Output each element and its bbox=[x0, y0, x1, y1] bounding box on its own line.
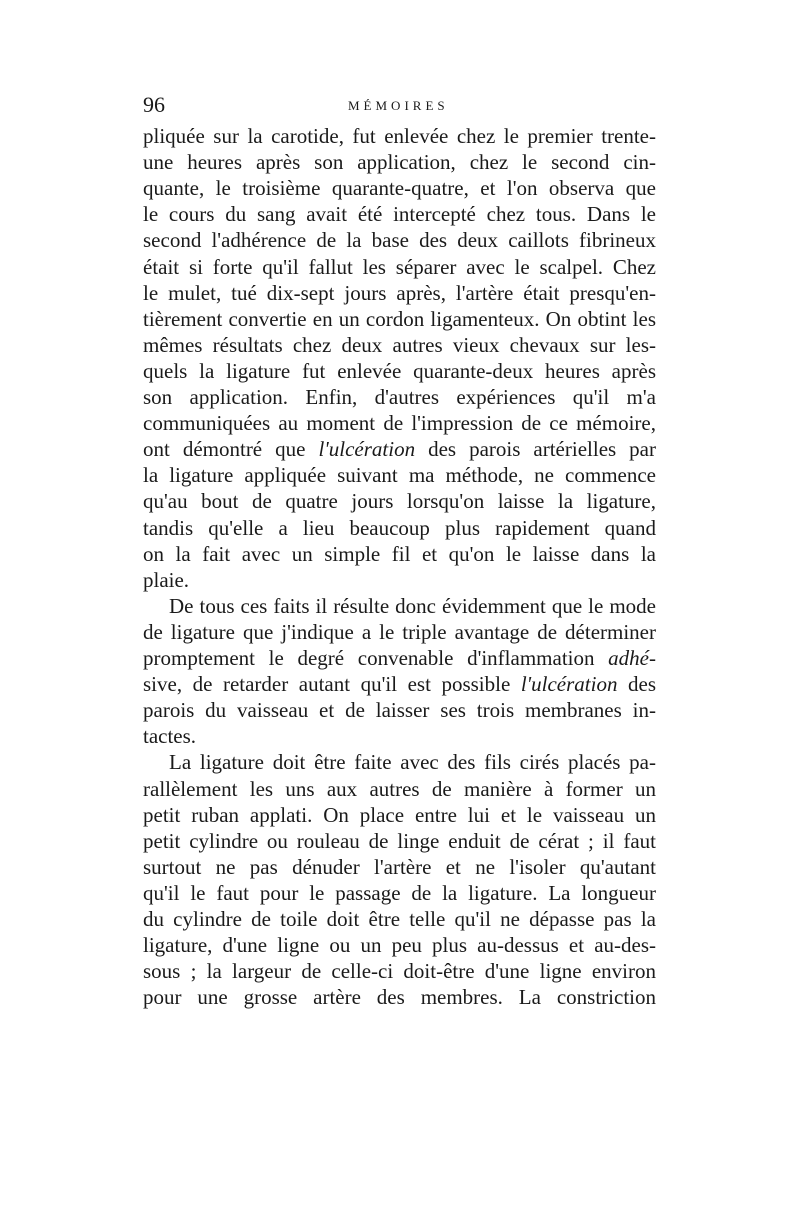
text-line: plaie. bbox=[143, 567, 190, 592]
text-line: sous ; la largeur de celle-ci doit-être d'une ligne environ bbox=[143, 959, 656, 984]
running-head: MÉMOIRES bbox=[348, 98, 449, 113]
text-line: parois du vaisseau et de laisser ses trois membranes in- bbox=[143, 698, 656, 723]
text-line: son application. Enfin, d'autres expériences qu'il m'a bbox=[143, 385, 656, 409]
page-number: 96 bbox=[143, 92, 165, 117]
text-line: on la fait avec un simple fil et qu'on le laisse dans la bbox=[143, 541, 656, 566]
text-line: qu'au bout de quatre jours lorsqu'on laisse la ligature, bbox=[143, 489, 656, 514]
text-line: quels la ligature fut enlevée quarante-deux heures après bbox=[143, 358, 656, 383]
text-line: mêmes résultats chez deux autres vieux chevaux sur les- bbox=[143, 332, 656, 357]
text-line: la ligature appliquée suivant ma méthode, ne commence bbox=[143, 463, 656, 488]
text-line: une heures après son application, chez le second cin- bbox=[143, 150, 656, 175]
text-line: promptement le degré convenable d'inflammation adhé- bbox=[143, 646, 656, 670]
text-line: De tous ces faits il résulte donc évidemment que le mode bbox=[169, 593, 656, 618]
text-line: le mulet, tué dix-sept jours après, l'artère était presqu'en- bbox=[143, 280, 656, 305]
text-line: communiquées au moment de l'impression de ce mémoire, bbox=[143, 411, 656, 436]
text-line: petit ruban applati. On place entre lui et le vaisseau un bbox=[143, 802, 656, 827]
text-line: qu'il le faut pour le passage de la ligature. La longueur bbox=[143, 880, 656, 905]
text-line: tièrement convertie en un cordon ligamenteux. On obtint les bbox=[143, 306, 656, 331]
text-line: second l'adhérence de la base des deux caillots fibrineux bbox=[143, 228, 656, 253]
text-line: ont démontré que l'ulcération des parois artérielles par bbox=[143, 437, 656, 462]
text-line: petit cylindre ou rouleau de linge enduit de cérat ; il faut bbox=[143, 828, 656, 853]
text-line: tactes. bbox=[143, 724, 197, 749]
text-line: tandis qu'elle a lieu beaucoup plus rapidement quand bbox=[143, 515, 656, 540]
text-line: le cours du sang avait été intercepté chez tous. Dans le bbox=[143, 202, 656, 227]
text-line: La ligature doit être faite avec des fils cirés placés pa- bbox=[169, 750, 656, 775]
text-line: du cylindre de toile doit être telle qu'il ne dépasse pas la bbox=[143, 907, 656, 931]
text-line: quante, le troisième quarante-quatre, et l'on observa que bbox=[143, 176, 656, 201]
text-line: surtout ne pas dénuder l'artère et ne l'isoler qu'autant bbox=[143, 854, 656, 879]
text-line: de ligature que j'indique a le triple avantage de déterminer bbox=[143, 619, 656, 644]
text-line: rallèlement les uns aux autres de manière à former un bbox=[143, 776, 656, 801]
text-line: pliquée sur la carotide, fut enlevée chez le premier trente- bbox=[143, 124, 656, 148]
text-line: pour une grosse artère des membres. La constriction bbox=[143, 985, 656, 1010]
text-line: était si forte qu'il fallut les séparer avec le scalpel. Chez bbox=[143, 254, 656, 279]
page-header bbox=[143, 92, 658, 122]
text-line: ligature, d'une ligne ou un peu plus au-dessus et au-des- bbox=[143, 933, 656, 958]
text-line: sive, de retarder autant qu'il est possible l'ulcération des bbox=[143, 672, 656, 697]
